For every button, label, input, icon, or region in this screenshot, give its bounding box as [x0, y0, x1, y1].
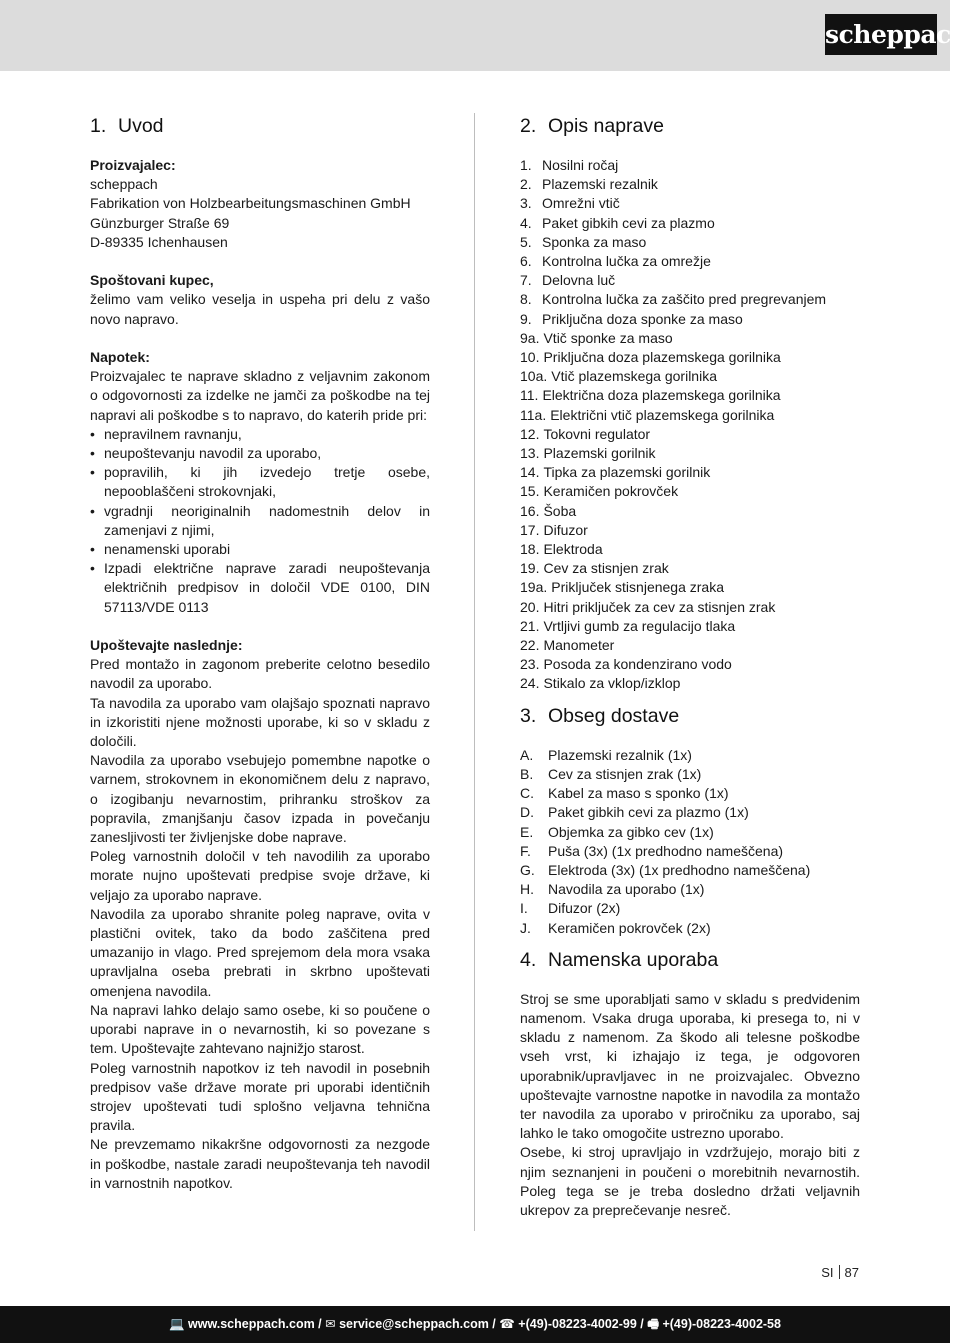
page-number: SI 87 — [821, 1265, 859, 1280]
list-item: C. Kabel za maso s sponko (1x) — [520, 785, 729, 802]
paragraph: Na napravi lahko delajo samo osebe, ki so poučene o uporabi naprave in o nevarnostih, ki so povezane s tem. Upoštevajte zahtevano najnižjo starost. — [90, 1001, 430, 1057]
list-item: 20. Hitri priključek za cev za stisnjen zrak — [520, 598, 776, 615]
list-item: • popravilih, ki jih izvedejo tretje osebe, nepooblaščeni strokovnjaki, — [90, 463, 430, 501]
paragraph: Ne prevzemamo nikakršne odgovornosti za nezgode in poškodbe, nastale zaradi neupoštevanja teh navodil in varnostnih napotkov. — [90, 1136, 430, 1191]
list-item: 11. Električna doza plazemskega gorilnika — [520, 387, 781, 404]
list-item: G. Elektroda (3x) (1x predhodno nameščena) — [520, 861, 811, 878]
section-3-heading: 3. Obseg dostave — [520, 704, 680, 727]
left-column — [90, 112, 430, 1193]
column-divider — [474, 113, 475, 1231]
list-item: 9. Priključna doza sponke za maso — [520, 310, 743, 327]
note-bullet-list — [90, 425, 430, 617]
delivery-list — [520, 746, 860, 938]
list-item: • Izpadi električne naprave zaradi neupoštevanja električnih predpisov in določil VDE 0100, DIN 57113/VDE 0113 — [90, 559, 430, 617]
list-item: 8. Kontrolna lučka za zaščito pred pregrevanjem — [520, 291, 827, 308]
list-item: 12. Tokovni regulator — [520, 425, 651, 442]
list-item: E. Objemka za gibko cev (1x) — [520, 823, 714, 840]
list-item: B. Cev za stisnjen zrak (1x) — [520, 765, 702, 782]
list-item: • neupoštevanju navodil za uporabo, — [90, 444, 430, 463]
list-item: 1. Nosilni ročaj — [520, 157, 619, 173]
note-text: Proizvajalec te naprave skladno z veljavnim zakonom o odgovornosti za izdelke ne jamči za poškodbe na tej napravi ali poškodbe s to napravo, do katerih pride pri: — [90, 368, 430, 423]
list-item: 7. Delovna luč — [520, 272, 616, 289]
paragraph: Poleg varnostnih napotkov iz teh navodil in posebnih predpisov vaše države morate pri uporabi identičnih strojev upoštevati tudi splošno veljavna tehnična pravila. — [90, 1059, 430, 1134]
list-item: 14. Tipka za plazemski gorilnik — [520, 464, 711, 481]
list-item: 5. Sponka za maso — [520, 233, 647, 250]
list-item: J. Keramičen pokrovček (2x) — [520, 919, 711, 936]
note-label: Napotek: — [90, 349, 150, 365]
header-bar — [0, 0, 968, 71]
list-item: • vgradnji neoriginalnih nadomestnih delov in zamenjavi z njimi, — [90, 502, 430, 540]
manufacturer-address: scheppach Fabrikation von Holzbearbeitungsmaschinen GmbH Günzburger Straße 69 D-89335 Ichenhausen — [90, 176, 411, 250]
list-item: 17. Difuzor — [520, 521, 588, 538]
list-item: • nenamenski uporabi — [90, 540, 430, 559]
list-item: 6. Kontrolna lučka za omrežje — [520, 253, 711, 270]
list-item: 19. Cev za stisnjen zrak — [520, 560, 669, 577]
section-1-heading: 1. Uvod — [90, 115, 164, 137]
paragraph: Navodila za uporabo vsebujejo pomembne napotke o varnem, strokovnem in ekonomičnem delu z napravo, o izogibanju nevarnostim, prihranku stroškov za popravila, zmanjšanju časov izpada in povečanju zanesljivosti ter življenjske dobe naprave. — [90, 752, 430, 846]
list-item: 2. Plazemski rezalnik — [520, 176, 658, 193]
list-item: 15. Keramičen pokrovček — [520, 483, 679, 500]
list-item: 11a. Električni vtič plazemskega gorilnika — [520, 406, 775, 423]
list-item: 23. Posoda za kondenzirano vodo — [520, 656, 732, 673]
scheppach-logo: scheppach — [825, 14, 937, 55]
list-item: 10. Priključna doza plazemskega gorilnika — [520, 349, 781, 366]
paragraph: Poleg varnostnih določil v teh navodilih za uporabo morate nujno upoštevati predpise svoje države, ki veljajo za uporabo naprave. — [90, 848, 430, 903]
list-item: 22. Manometer — [520, 637, 615, 654]
observe-label: Upoštevajte naslednje: — [90, 637, 243, 654]
greeting-text: želimo vam veliko veselja in uspeha pri delu z vašo novo napravo. — [90, 291, 430, 327]
list-item: 21. Vrtljivi gumb za regulacijo tlaka — [520, 617, 736, 634]
list-item: A. Plazemski rezalnik (1x) — [520, 746, 692, 763]
paragraph: Pred montažo in zagonom preberite celotno besedilo navodil za uporabo. — [90, 656, 430, 692]
list-item: F. Puša (3x) (1x predhodno nameščena) — [520, 842, 784, 859]
section-4-heading: 4. Namenska uporaba — [520, 948, 719, 971]
section-2-heading: 2. Opis naprave — [520, 115, 664, 137]
list-item: 18. Elektroda — [520, 541, 603, 558]
list-item: • nepravilnem ravnanju, — [90, 425, 430, 444]
list-item: D. Paket gibkih cevi za plazmo (1x) — [520, 804, 749, 821]
list-item: 16. Šoba — [520, 502, 577, 519]
list-item: 3. Omrežni vtič — [520, 195, 620, 212]
right-column — [520, 112, 860, 1220]
paragraph: Stroj se sme uporabljati samo v skladu s predvidenim namenom. Vsaka druga uporaba, ki presega to, ni v skladu z namenom. Za škodo ali telesne poškodbe vseh vrst, ki izhajajo iz tega, je odgovoren uporabnik/upravljavec in ne proizvajalec. Obvezno upoštevajte varnostne napotke in navodila za montažo ter navodila za uporabo v priročniku za uporabo, saj lahko le tako omogočite ustrezno uporabo. — [520, 990, 860, 1142]
footer-bar — [0, 1306, 950, 1343]
list-item: I. Difuzor (2x) — [520, 900, 621, 917]
list-item: 10a. Vtič plazemskega gorilnika — [520, 368, 717, 385]
list-item: 9a. Vtič sponke za maso — [520, 329, 673, 346]
footer-contact: 💻 www.scheppach.com / ✉ service@scheppach.com / ☎ +(49)-08223-4002-99 / 🖷 +(49)-08223-4002-58 — [169, 1317, 781, 1331]
parts-list — [520, 156, 860, 694]
list-item: 4. Paket gibkih cevi za plazmo — [520, 214, 715, 231]
list-item: 24. Stikalo za vklop/izklop — [520, 675, 681, 692]
paragraph: Navodila za uporabo shranite poleg naprave, ovita v plastični ovitek, tako da bodo zaščitena pred umazanijo in vlago. Pred sprejemom dela mora vsaka upravljalna oseba prebrati in skrbno upoštevati omenjena navodila. — [90, 905, 430, 999]
list-item: 19a. Priključek stisnjenega zraka — [520, 579, 724, 596]
list-item: H. Navodila za uporabo (1x) — [520, 881, 705, 898]
manufacturer-label: Proizvajalec: — [90, 157, 176, 173]
greeting-label: Spoštovani kupec, — [90, 272, 214, 289]
paragraph: Ta navodila za uporabo vam olajšajo spoznati napravo in izkoristiti njene možnosti uporabe, ki so v skladu z določili. — [90, 694, 430, 750]
paragraph: Osebe, ki stroj upravljajo in vzdržujejo, morajo biti z njim seznanjeni in poučeni o morebitnih nevarnostih. Poleg tega se je treba dosledno držati veljavnih ukrepov za preprečevanje nesreč. — [520, 1144, 860, 1218]
list-item: 13. Plazemski gorilnik — [520, 445, 656, 462]
